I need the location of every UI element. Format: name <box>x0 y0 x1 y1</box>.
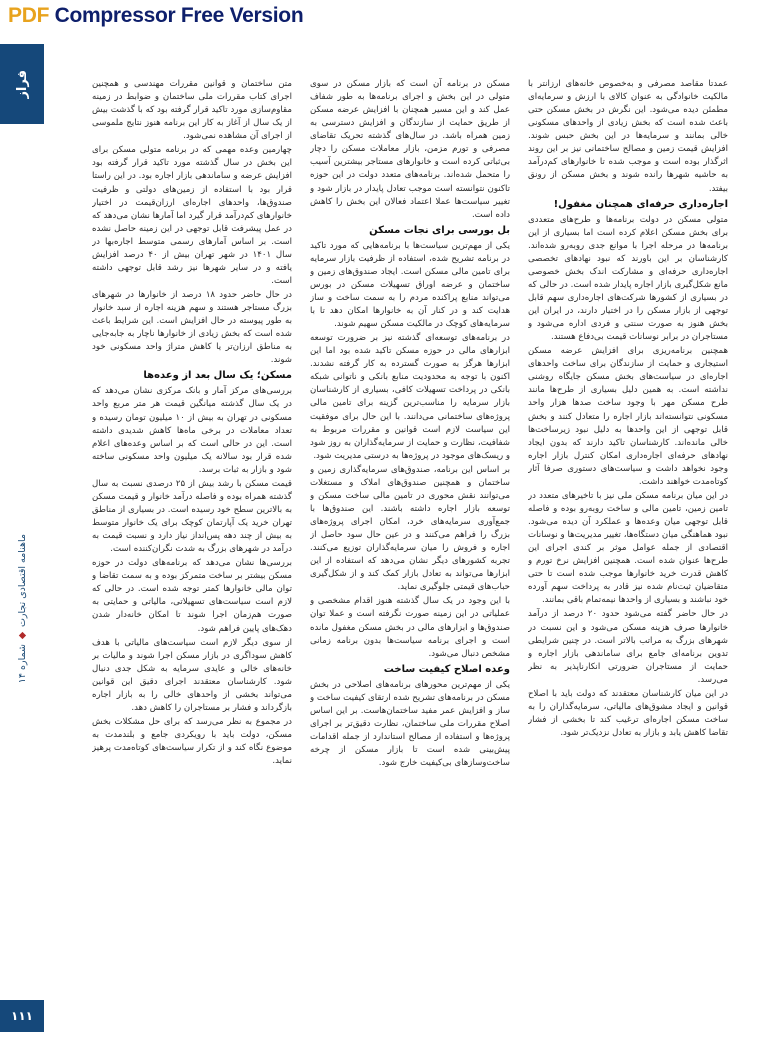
paragraph: متن ساختمان و قوانین مقررات مهندسی و همچنین اجرای کتاب مقررات ملی ساختمان و ضوابط در زمینه مقاوم‌سازی مورد تاکید قرار گرفته بود که با گذشت بیش از یک سال از آغاز به کار این برنامه هنوز نتایج ملموسی از اجرای آن مشاهده نمی‌شود. <box>92 79 292 142</box>
paragraph: متولی مسکن در دولت برنامه‌ها و طرح‌های متعددی برای بخش مسکن اعلام کرده است اما بسیاری از این برنامه‌ها در مرحله اجرا با موانع جدی روبه‌رو شده‌اند. کارشناسان بر این باورند که نبود نهادهای تخصصی اجاره‌داری حرفه‌ای و مشارکت اندک بخش خصوصی مانع شکل‌گیری بازار اجاره پایدار شده است. در حالی که در بسیاری از کشورها شرکت‌های اجاره‌داری سهم قابل توجهی از بازار مسکن را در اختیار دارند، در ایران این بخش هنوز به صورت سنتی و فردی اداره می‌شود و مستاجران در برابر نوسانات قیمت بی‌دفاع هستند. <box>528 214 728 343</box>
column-right <box>528 78 728 1022</box>
paragraph: در این میان برنامه مسکن ملی نیز با تاخیرهای متعدد در تامین زمین، تامین مالی و ساخت روبه‌رو بوده و فاصله قابل توجهی میان وعده‌ها و عملکرد آن دیده می‌شود. نبود هماهنگی میان دستگاه‌ها، تغییر مدیریت‌ها و نوسانات اقتصادی از جمله عوامل موثر بر کندی اجرای این طرح‌ها عنوان شده است. همچنین افزایش نرخ تورم و کاهش قدرت خرید خانوارها موجب شده است تا حتی متقاضیان ثبت‌نام شده نیز قادر به پرداخت سهم آورده خود نباشند و بسیاری از واحدها نیمه‌تمام باقی بمانند. <box>528 490 728 606</box>
section-tab <box>0 44 44 124</box>
paragraph: چهارمین وعده مهمی که در برنامه متولی مسکن برای این بخش در سال گذشته مورد تاکید قرار گرفته بود افزایش عرضه و ساماندهی بازار اجاره بود. در این راستا قرار بود با استفاده از زمین‌های دولتی و ظرفیت صندوق‌ها، واحدهای اجاره‌ای ارزان‌قیمت در اختیار خانوارهای کم‌درآمد قرار گیرد اما آمارها نشان می‌دهد که در عمل پیشرفت قابل توجهی در این زمینه حاصل نشده است. بر اساس آمارهای رسمی متوسط اجاره‌بها در سال ۱۴۰۱ در شهر تهران بیش از ۴۰ درصد افزایش یافته و در سایر شهرها نیز رشد قابل توجهی داشته است. <box>92 145 292 286</box>
section-tab-label: فراز <box>14 69 30 99</box>
column-middle <box>310 78 510 1022</box>
paragraph: بررسی‌ها نشان می‌دهد که برنامه‌های دولت در حوزه مسکن بیشتر بر ساخت متمرکز بوده و به سمت تقاضا و توان مالی خانوارها کمتر توجه شده است. در حالی که لازم است سیاست‌های تسهیلاتی، مالیاتی و حمایتی به صورت هم‌زمان اجرا شوند تا امکان خانه‌دار شدن دهک‌های پایین فراهم شود. <box>92 558 292 634</box>
paragraph: از سوی دیگر لازم است سیاست‌های مالیاتی با هدف کاهش سوداگری در بازار مسکن اجرا شوند و مالیات بر خانه‌های خالی و عایدی سرمایه به شکل جدی دنبال شود. کارشناسان معتقدند اجرای دقیق این قوانین می‌تواند بخشی از واحدهای خالی را به بازار اجاره بازگرداند و فشار بر مستاجران را کاهش دهد. <box>92 637 292 713</box>
paragraph: همچنین برنامه‌ریزی برای افزایش عرضه مسکن استیجاری و حمایت از سازندگان برای ساخت واحدهای اجاره‌ای در سیاست‌های بخش مسکن جایگاه روشنی نداشته است. به همین دلیل بسیاری از طرح‌ها مانند طرح مسکن مهر با وجود ساخت صدها هزار واحد مسکونی نتوانسته‌اند بازار اجاره را متعادل کنند و بخش قابل توجهی از این واحدها به دلیل نبود زیرساخت‌ها خالی مانده‌اند. کارشناسان تاکید دارند که بدون ایجاد نهادهای حرفه‌ای اجاره‌داری امکان کنترل بازار اجاره وجود نخواهد داشت و سیاست‌های دستوری صرفا آثار کوتاه‌مدت خواهند داشت. <box>528 346 728 487</box>
paragraph: یکی از مهم‌ترین سیاست‌ها با برنامه‌هایی که مورد تاکید در برنامه تشریح شده، استفاده از ظرفیت بازار سرمایه برای تامین مالی مسکن است. ایجاد صندوق‌های زمین و ساختمان و عرضه اوراق تسهیلات مسکن در بورس می‌تواند منابع پراکنده مردم را به سمت ساخت و ساز هدایت کند و در کنار آن به خانوارها امکان دهد تا با سرمایه‌های کوچک در مالکیت مسکن سهیم شوند. <box>310 240 510 330</box>
paragraph: قیمت مسکن با رشد بیش از ۲۵ درصدی نسبت به سال گذشته همراه بوده و فاصله درآمد خانوار و قیمت مسکن به بالاترین سطح خود رسیده است. در بسیاری از مناطق تهران خرید یک آپارتمان کوچک برای یک خانوار متوسط به بیش از چند دهه پس‌انداز نیاز دارد و نسبت قیمت به درآمد در شهرهای بزرگ به شدت نگران‌کننده است. <box>92 478 292 555</box>
paragraph: در حال حاضر حدود ۱۸ درصد از خانوارها در شهرهای بزرگ مستاجر هستند و سهم هزینه اجاره از سبد خانوار به طور پیوسته در حال افزایش است. این شرایط باعث شده است که بخش زیادی از خانوارها ناچار به جابه‌جایی به مناطق ارزان‌تر یا کاهش متراژ واحد مسکونی خود شوند. <box>92 290 292 366</box>
paragraph: بررسی‌های مرکز آمار و بانک مرکزی نشان می‌دهد که در یک سال گذشته میانگین قیمت هر متر مربع واحد مسکونی در تهران به بیش از ۱۰ میلیون تومان رسیده و تعداد معاملات در برخی ماه‌ها کاهش شدیدی داشته است. این در حالی است که بر اساس وعده‌های اعلام شده قرار بود سالانه یک میلیون واحد مسکونی ساخته شود و بازار به ثبات برسد. <box>92 386 292 475</box>
paragraph: با این وجود در یک سال گذشته هنوز اقدام مشخصی و عملیاتی در این زمینه صورت نگرفته است و عملا توان صندوق‌ها و ابزارهای مالی در بخش مسکن مغفول مانده است و اجرای برنامه سیاست‌ها بدون برنامه زمانی مشخص دنبال می‌شود. <box>310 596 510 659</box>
article-body <box>92 78 728 1022</box>
section-heading: مسکن؛ یک سال بعد از وعده‌ها <box>143 370 292 382</box>
journal-name: ماهنامه اقتصادی تجارت <box>16 534 28 628</box>
paragraph: مسکن در برنامه آن است که بازار مسکن در سوی متولی در این بخش و اجرای برنامه‌ها به طور شفاف عمل کند و این مسیر همچنان با افزایش عرضه مسکن از طریق حمایت از سازندگان و افزایش دسترسی به زمین همراه باشد. در سال‌های گذشته تحریک تقاضای مصرفی و تورم مزمن، بازار معاملات مسکن را دچار بی‌ثباتی کرده است و خانوارهای مستاجر بیشترین آسیب را متحمل شده‌اند. برنامه‌های متعدد دولت در این حوزه تاکنون نتوانسته است موجب تعادل پایدار در بازار شود و تغییر سیاست‌ها عملا اعتماد فعالان این بخش را کاهش داده است. <box>310 79 510 220</box>
paragraph: در این میان کارشناسان معتقدند که دولت باید با اصلاح قوانین و ایجاد مشوق‌های مالیاتی، سرمایه‌گذاران را به ساخت مسکن اجاره‌ای ترغیب کند تا بخشی از فشار تقاضا کاهش یابد و بازار به تعادل نزدیک‌تر شود. <box>528 688 728 738</box>
paragraph: عمدتا مقاصد مصرفی و به‌خصوص خانه‌های ارزانتر با مالکیت خانوادگی به عنوان کالای با ارزش و سرمایه‌ای مطمئن دیده می‌شود. این نگرش در بخش مسکن حتی باعث شده است که بخش زیادی از واحدهای مسکونی خالی بمانند و سرمایه‌ها در این بخش حبس شوند. افزایش قیمت زمین و مصالح ساختمانی نیز بر این روند اثرگذار بوده است و موجب شده تا خانوارهای کم‌درآمد به حاشیه شهرها رانده شوند و بخش مسکن از رونق بیفتد. <box>528 79 728 194</box>
paragraph: یکی از مهم‌ترین محورهای برنامه‌های اصلاحی در بخش مسکن در برنامه‌های تشریح شده ارتقای کیفیت ساخت و ساز و افزایش عمر مفید ساختمان‌هاست. بر این اساس اصلاح مقررات ملی ساختمان، نظارت دقیق‌تر بر اجرای پروژه‌ها و استفاده از مصالح استاندارد از جمله اقدامات پیش‌بینی شده است تا بازار مسکن از چرخه ساخت‌وسازهای بی‌کیفیت خارج شود. <box>310 679 510 769</box>
section-heading: بل بورسی برای نجات مسکن <box>369 224 510 236</box>
paragraph: در حال حاضر گفته می‌شود حدود ۲۰ درصد از درآمد خانوارها صرف هزینه مسکن می‌شود و این نسبت در شهرهای بزرگ به مراتب بالاتر است. در چنین شرایطی تدوین برنامه‌ای جامع برای ساماندهی بازار اجاره و حمایت از مستاجران ضرورتی انکارناپذیر به نظر می‌رسد. <box>528 609 728 685</box>
column-left <box>92 78 292 1022</box>
section-heading: وعده اصلاح کیفیت ساخت <box>383 663 510 675</box>
paragraph: بر اساس این برنامه، صندوق‌های سرمایه‌گذاری زمین و ساختمان و همچنین صندوق‌های املاک و مستغلات می‌توانند نقش محوری در تامین مالی ساخت مسکن و توسعه بازار اجاره داشته باشند. این صندوق‌ها با جمع‌آوری سرمایه‌های خرد، امکان اجرای پروژه‌های بزرگ را فراهم می‌کنند و در عین حال سود حاصل از اجاره و فروش را میان سرمایه‌گذاران توزیع می‌کنند. تجربه کشورهای دیگر نشان می‌دهد که استفاده از این ابزارها می‌تواند به تعادل بازار کمک کند و از شکل‌گیری حباب‌های قیمتی جلوگیری نماید. <box>310 464 510 593</box>
watermark-prefix: PDF <box>8 4 50 27</box>
journal-issue: شماره ۱۴ <box>16 644 28 684</box>
journal-strip <box>0 404 44 814</box>
journal-separator: ◆ <box>16 627 28 645</box>
page-number-tab <box>0 1000 44 1032</box>
paragraph: در مجموع به نظر می‌رسد که برای حل مشکلات بخش مسکن، دولت باید با رویکردی جامع و بلندمدت به موضوع نگاه کند و از تکرار سیاست‌های کوتاه‌مدت پرهیز نماید. <box>92 716 292 767</box>
paragraph: در برنامه‌های توسعه‌ای گذشته نیز بر ضرورت توسعه ابزارهای مالی در حوزه مسکن تاکید شده بود اما این ابزارها هرگز به صورت گسترده به کار گرفته نشدند. اکنون با توجه به محدودیت منابع بانکی و ناتوانی شبکه بانکی در پرداخت تسهیلات کافی، بسیاری از کارشناسان بازار سرمایه را مناسب‌ترین گزینه برای تامین مالی پروژه‌های ساختمانی می‌دانند. با این حال برای موفقیت این سیاست لازم است قوانین و مقررات مربوط به شفافیت، نظارت و حمایت از سرمایه‌گذاران به روز شود و ریسک‌های موجود در پروژه‌ها به درستی مدیریت شود. <box>310 333 510 461</box>
watermark-rest: Compressor Free Version <box>49 4 304 27</box>
page-number: ۱۱۱ <box>11 1009 33 1023</box>
section-heading: اجاره‌داری حرفه‌ای همچنان مغفول! <box>553 198 728 210</box>
watermark <box>8 4 303 28</box>
